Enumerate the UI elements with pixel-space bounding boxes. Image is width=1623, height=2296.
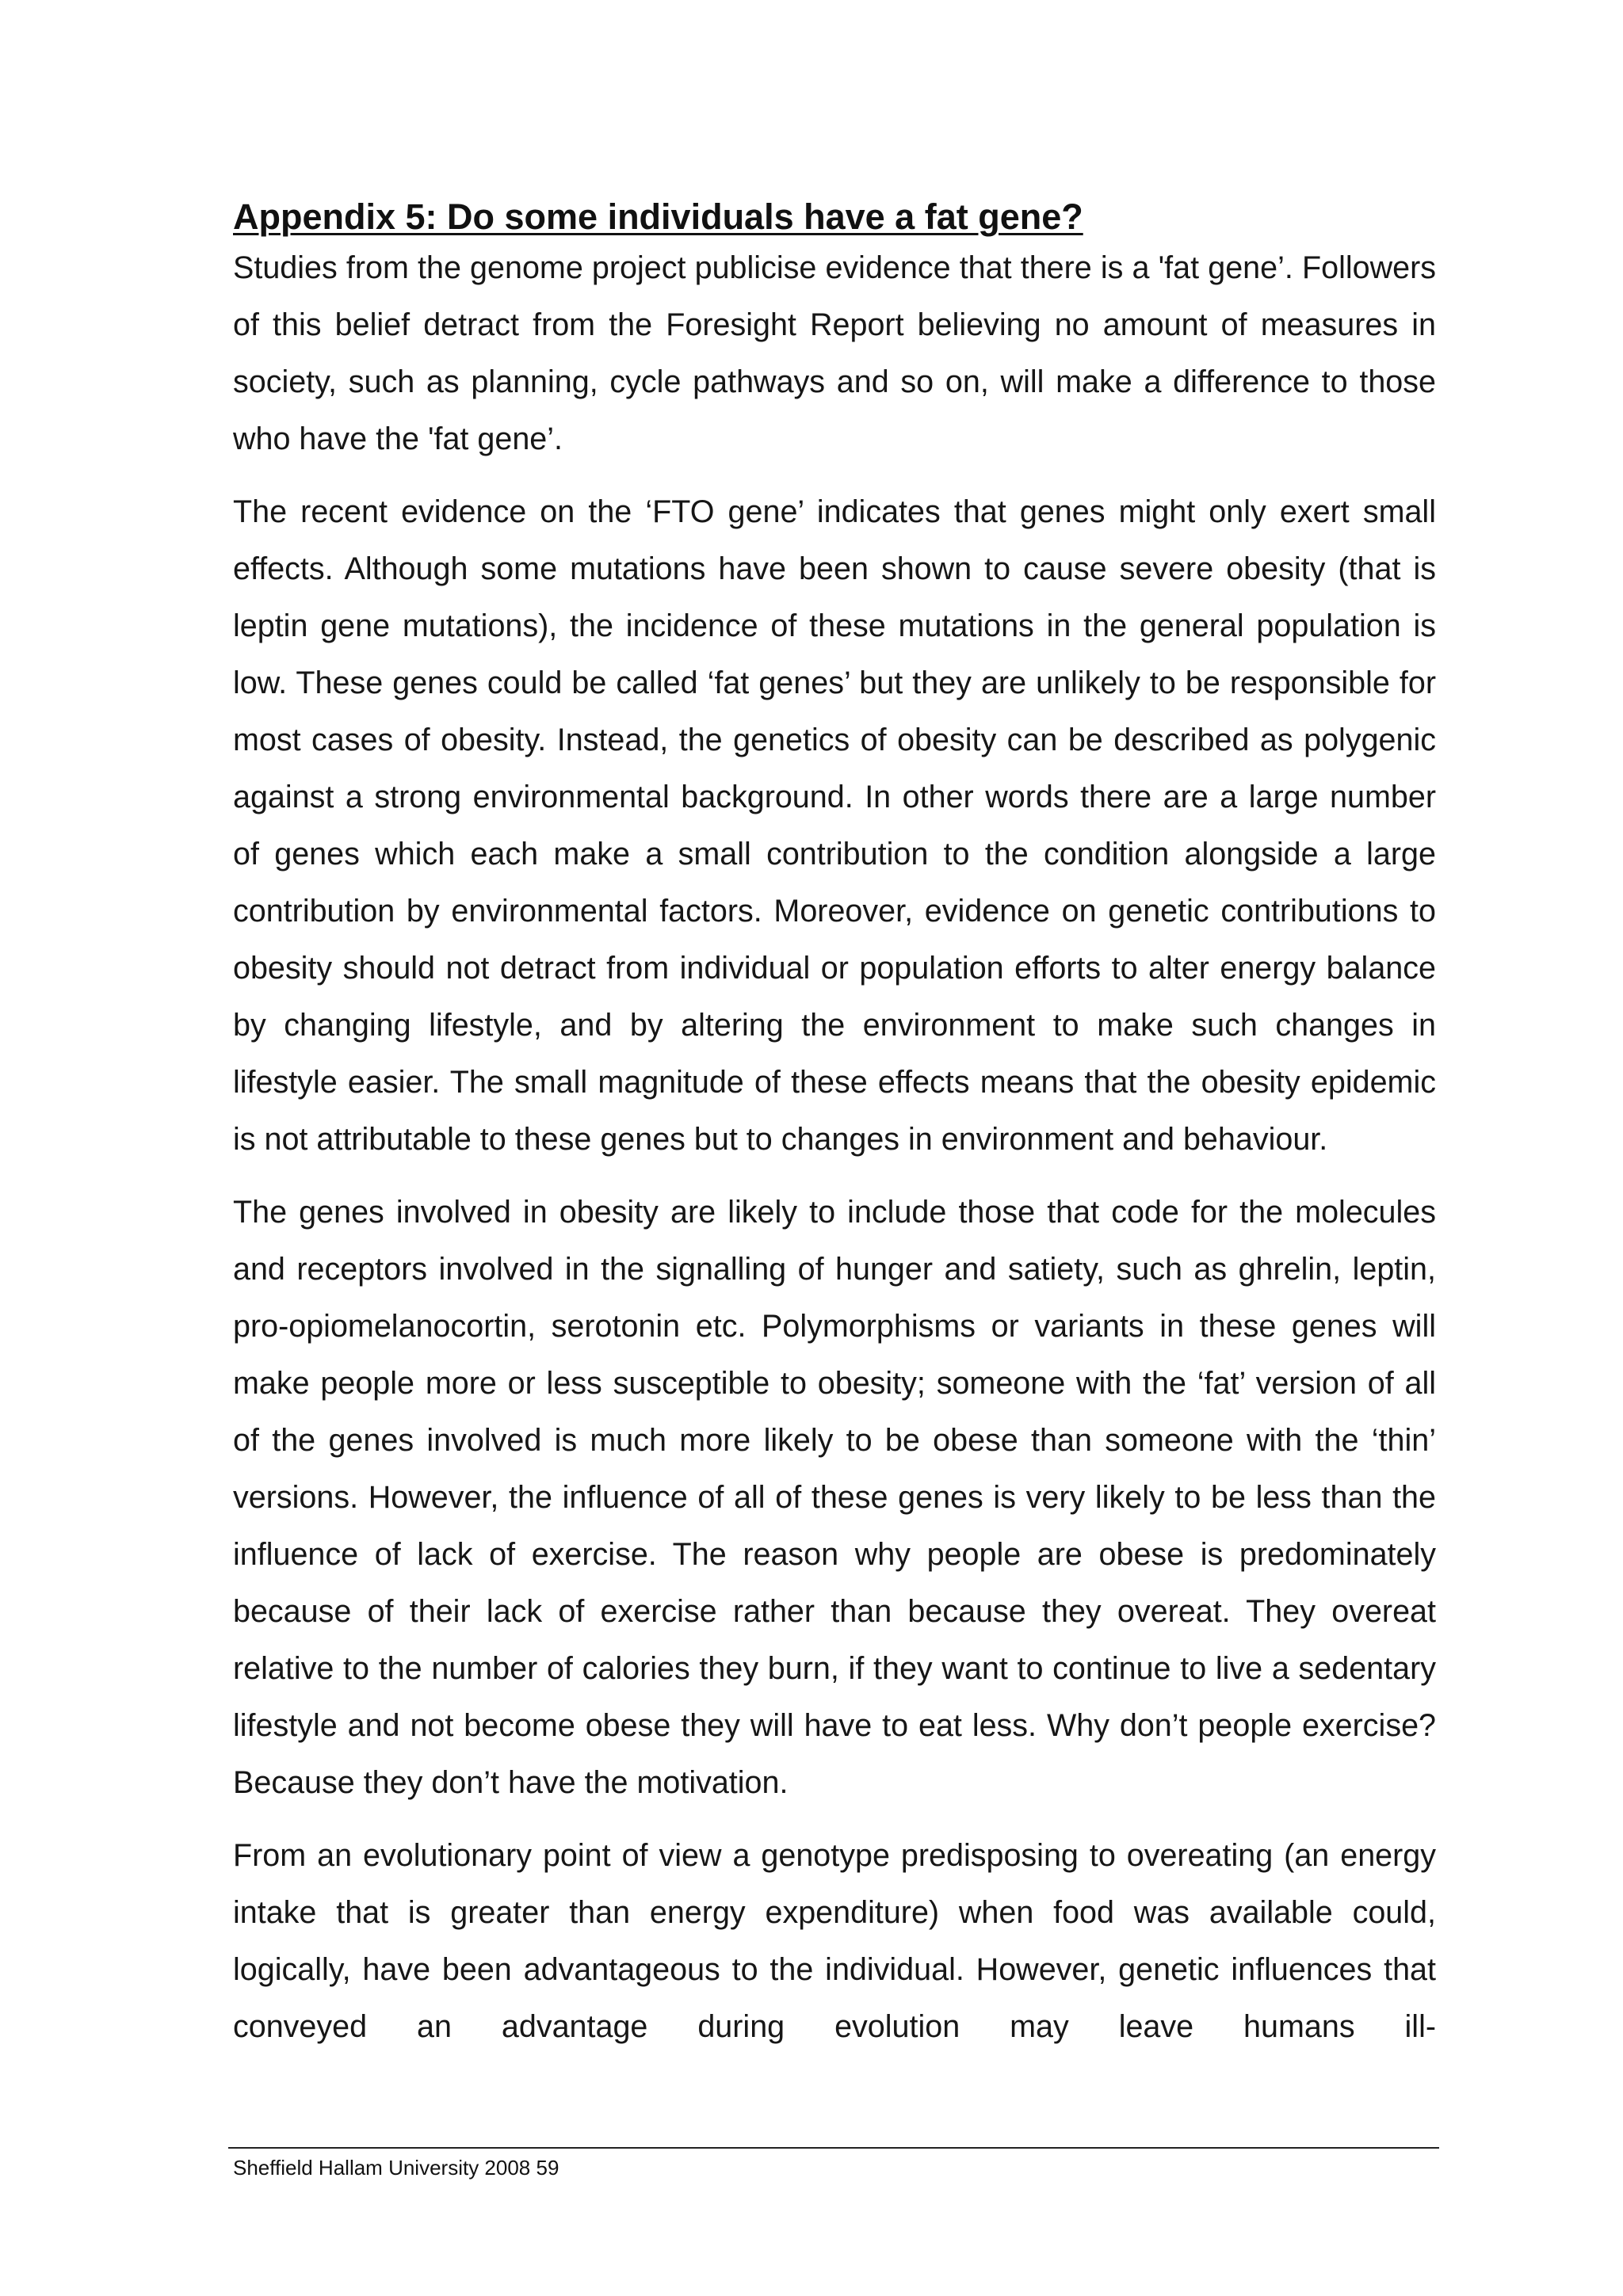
paragraph-evolutionary-view: From an evolutionary point of view a genotype predisposing to overeating (an energy intake that is greater than energy expenditure) when food was available could, logically, have been advantageous to the individual. However, genetic influences that conveyed an advantage during evolution may leave humans ill- — [233, 1838, 1436, 2044]
paragraph-fat-gene-studies: Studies from the genome project publicise evidence that there is a 'fat gene’. Followers of this belief detract from the Foresight Report believing no amount of measures in society, such as planning, cycle pathways and so on, will make a difference to those who have the 'fat gene’. — [233, 250, 1436, 456]
paragraph-fto-gene-evidence: The recent evidence on the ‘FTO gene’ indicates that genes might only exert small effects. Although some mutations have been shown to cause severe obesity (that is leptin gene mutations), the incidence of these mutations in the general population is low. These genes could be called ‘fat genes’ but they are unlikely to be responsible for most cases of obesity. Instead, the genetics of obesity can be described as polygenic against a strong environmental background. In other words there are a large number of genes which each make a small contribution to the condition alongside a large contribution by environmental factors. Moreover, evidence on genetic contributions to obesity should not detract from individual or population efforts to alter energy balance by changing lifestyle, and by altering the environment to make such changes in lifestyle easier. The small magnitude of these effects means that the obesity epidemic is not attributable to these genes but to changes in environment and behaviour. — [233, 494, 1436, 1157]
footer-divider — [228, 2147, 1439, 2149]
page-footer: Sheffield Hallam University 2008 59 — [233, 2156, 559, 2180]
appendix-heading: Appendix 5: Do some individuals have a fat gene? — [233, 196, 1083, 237]
paragraph-genes-involved: The genes involved in obesity are likely to include those that code for the molecules and receptors involved in the signalling of hunger and satiety, such as ghrelin, leptin, pro-opiomelanocortin, serotonin etc. Polymorphisms or variants in these genes will make people more or less susceptible to obesity; someone with the ‘fat’ version of all of the genes involved is much more likely to be obese than someone with the ‘thin’ versions. However, the influence of all of these genes is very likely to be less than the influence of lack of exercise. The reason why people are obese is predominately because of their lack of exercise rather than because they overeat. They overeat relative to the number of calories they burn, if they want to continue to live a sedentary lifestyle and not become obese they will have to eat less. Why don’t people exercise? Because they don’t have the motivation. — [233, 1195, 1436, 1800]
page-body — [233, 195, 1436, 2055]
